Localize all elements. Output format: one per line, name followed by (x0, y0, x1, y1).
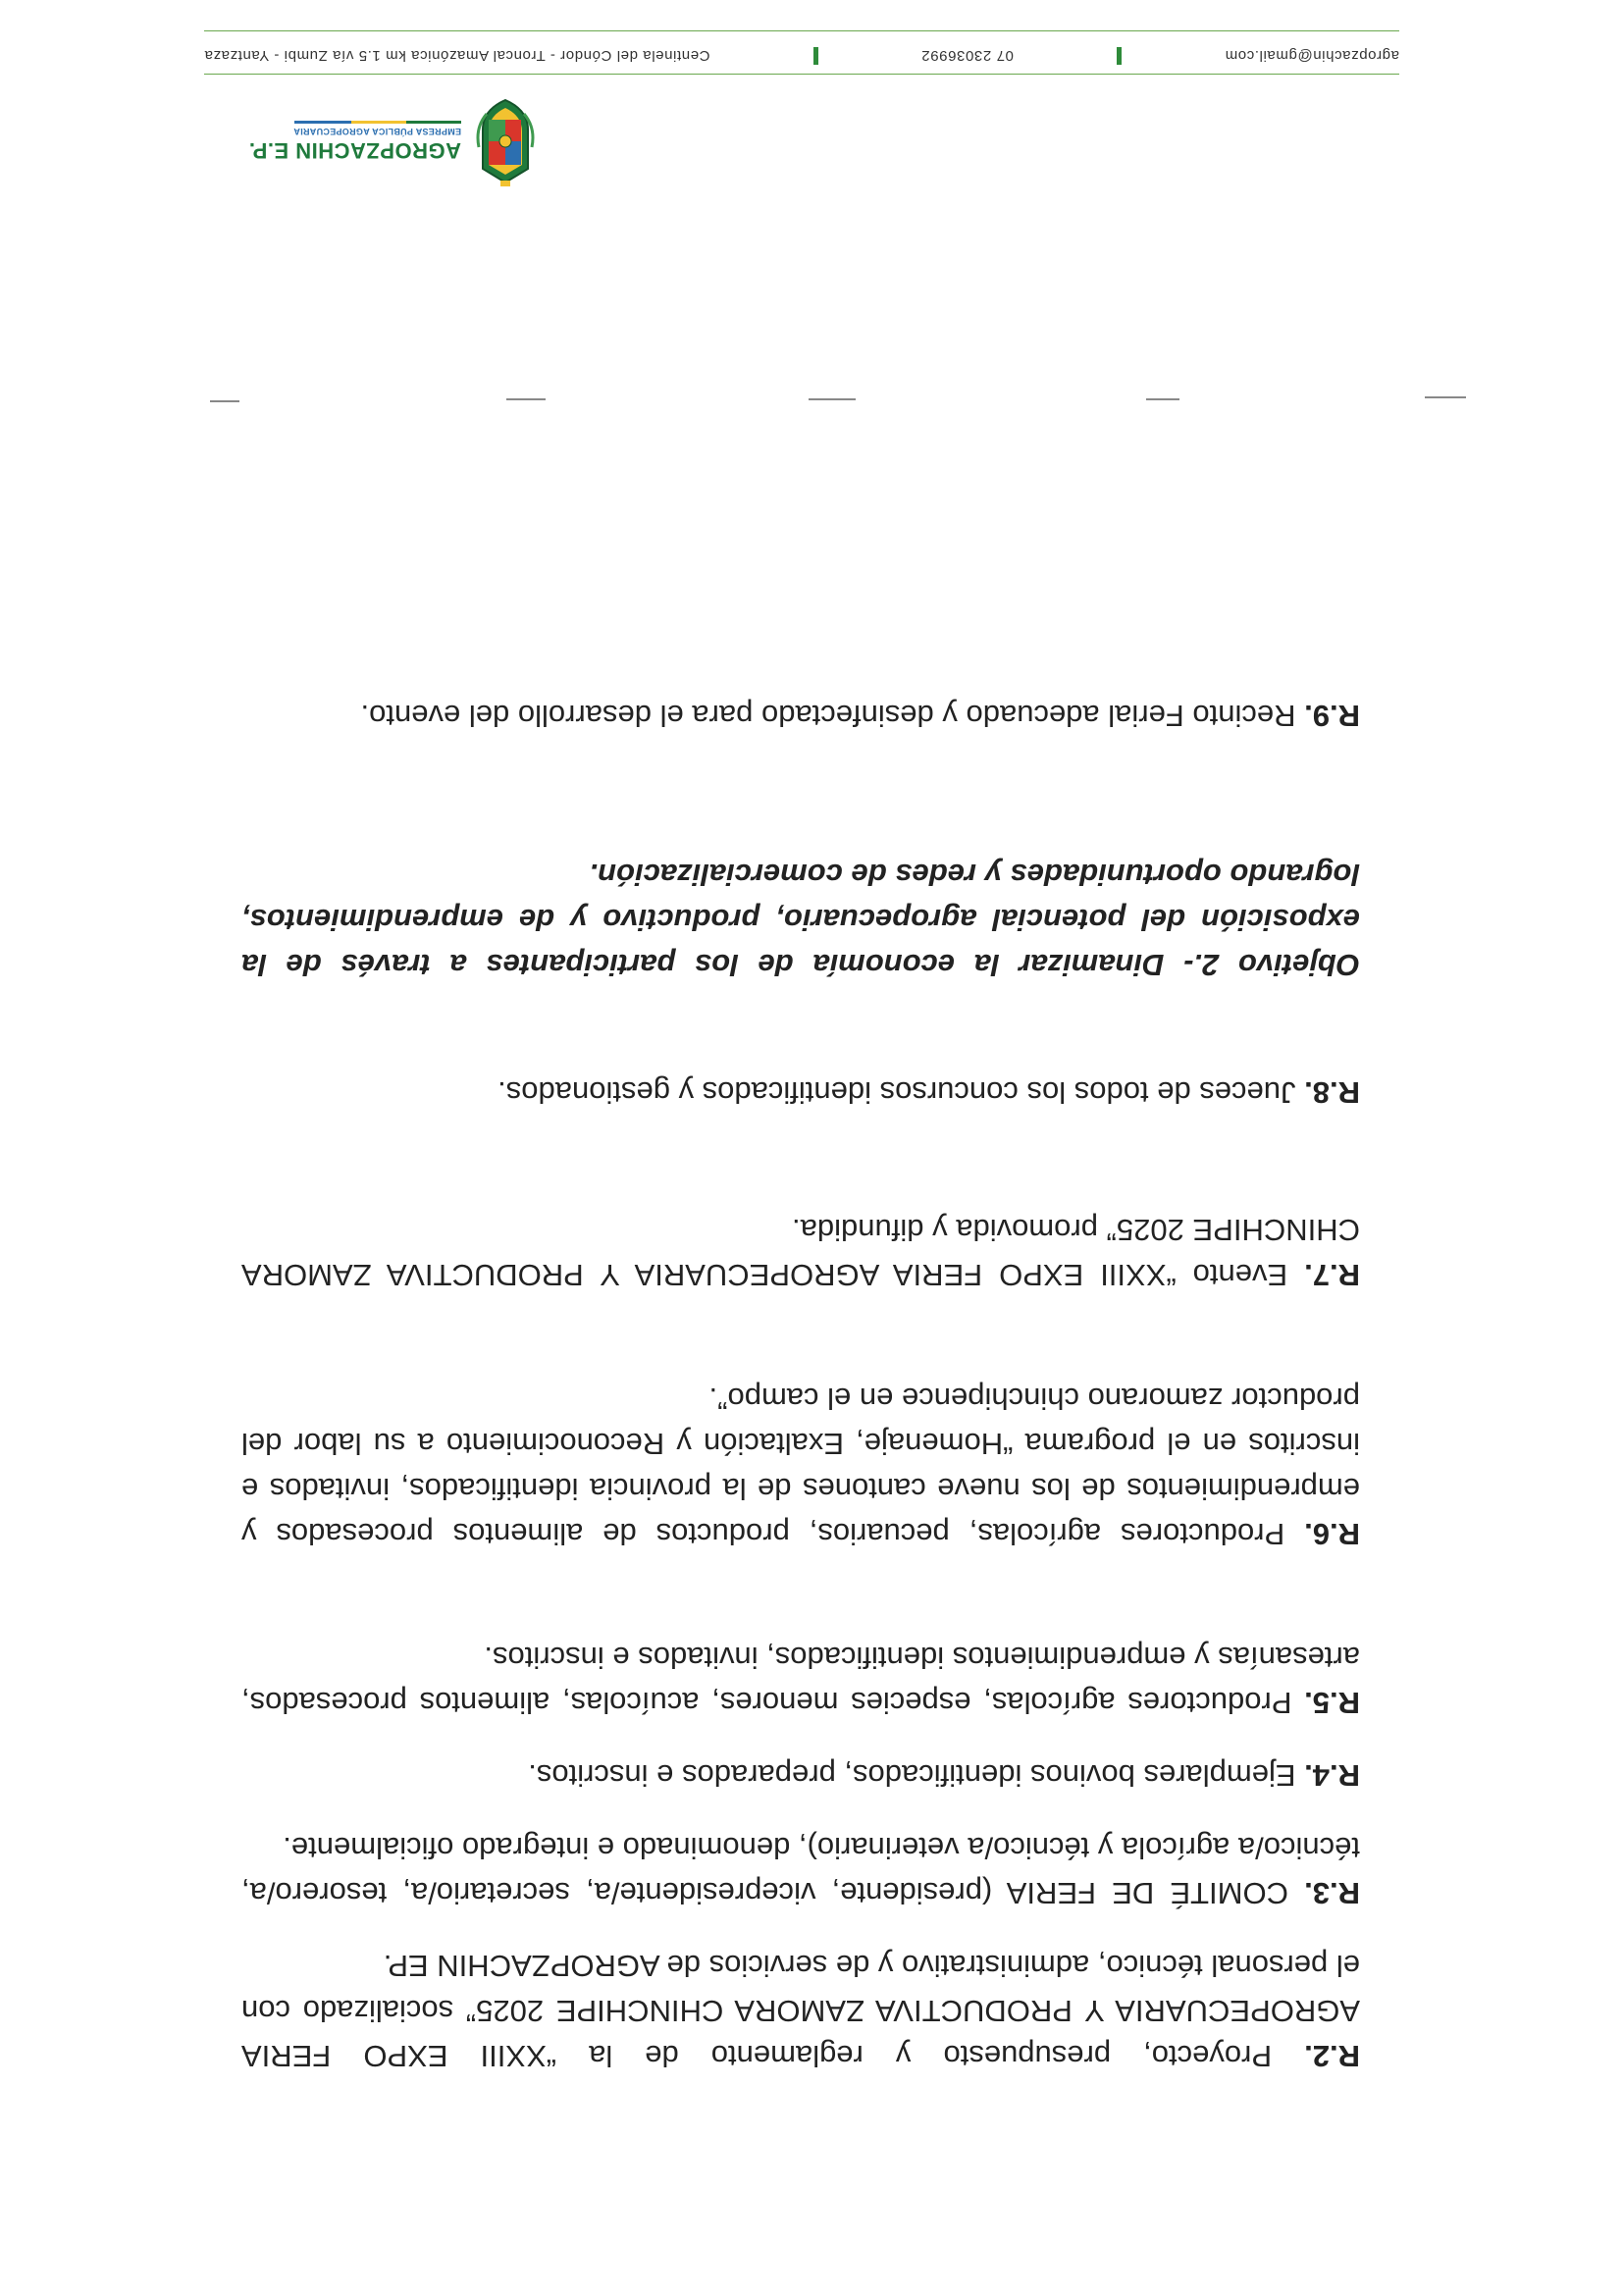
result-r7 (241, 1207, 1360, 1297)
result-r2 (241, 1943, 1360, 2078)
result-text: Ejemplares bovinos identificados, preparados e inscritos. (528, 1758, 1305, 1793)
result-text: Recinto Ferial adecuado y desinfectado para el desarrollo del evento. (360, 699, 1305, 733)
page-footer (204, 29, 1399, 75)
result-r6 (241, 1376, 1360, 1556)
footer-rule-top (204, 74, 1399, 75)
result-text: COMITÉ DE FERIA (presidente, vicepresidente/a, secretario/a, tesorero/a, técnico/a agrícola y técnico/a veterinario), denominado e integrado oficialmente. (241, 1831, 1360, 1910)
scan-mark (1425, 396, 1466, 398)
footer-contact (204, 47, 1399, 65)
result-r5 (241, 1635, 1360, 1725)
result-label: R.9. (1304, 699, 1360, 733)
result-label: R.8. (1304, 1075, 1360, 1110)
result-r3 (241, 1825, 1360, 1915)
result-text: Jueces de todos los concursos identificados y gestionados. (497, 1075, 1305, 1110)
brand-subtitle: EMPRESA PÚBLICA AGROPECUARIA (293, 127, 461, 136)
letterhead (202, 78, 536, 186)
result-label: R.4. (1304, 1758, 1360, 1793)
result-text: Proyecto, presupuesto y reglamento de la “XXIII EXPO FERIA AGROPECUARIA Y PRODUCTIVA ZAMORA CHINCHIPE 2025” socializado con el personal técnico, administrativo y de servicios de AGROPZACHIN EP. (241, 1949, 1360, 2073)
result-text: Productores agrícolas, especies menores, acuícolas, alimentos procesados, artesanías y emprendimientos identificados, invitados e inscritos. (241, 1641, 1360, 1720)
result-label: R.2. (1304, 2039, 1360, 2073)
footer-separator (813, 47, 818, 65)
footer-email: agropzachin@gmail.com (1225, 47, 1399, 65)
brand-name: AGROPZACHIN E.P. (248, 138, 461, 163)
result-r8 (241, 1070, 1360, 1115)
coat-of-arms-logo-icon (475, 96, 536, 186)
footer-address: Centinela del Cóndor - Troncal Amazónica km 1.5 vía Zumbi - Yantzaza (204, 47, 710, 65)
objective-2: Objetivo 2.- Dinamizar la economía de los participantes a través de la exposición del potencial agropecuario, productivo y de emprendimientos, logrando oportunidades y redes de comercialización. (241, 858, 1360, 982)
result-r4 (241, 1752, 1360, 1798)
document-body (241, 693, 1360, 2078)
footer-rule-bottom (204, 30, 1399, 31)
result-label: R.6. (1304, 1517, 1360, 1551)
footer-phone: 07 23036992 (920, 47, 1014, 65)
result-text: Productores agrícolas, pecuarios, productos de alimentos procesados y emprendimientos de los nueve cantones de la provincia identificados, invitados e inscritos en el programa “Homenaje, Exaltación y Reconocimiento a su labor del productor zamorano chinchipence en el campo”. (241, 1382, 1360, 1551)
brand-color-rule (294, 121, 461, 124)
result-label: R.3. (1304, 1876, 1360, 1910)
footer-separator (1117, 47, 1122, 65)
result-text: Evento “XXIII EXPO FERIA AGROPECUARIA Y PRODUCTIVA ZAMORA CHINCHIPE 2025” promovida y difundida. (241, 1213, 1360, 1292)
scan-mark (210, 400, 239, 402)
scan-mark (809, 398, 856, 400)
scan-mark (506, 398, 546, 400)
result-r9 (241, 693, 1360, 738)
result-label: R.7. (1304, 1258, 1360, 1292)
scan-mark (1146, 398, 1179, 400)
result-label: R.5. (1304, 1686, 1360, 1720)
